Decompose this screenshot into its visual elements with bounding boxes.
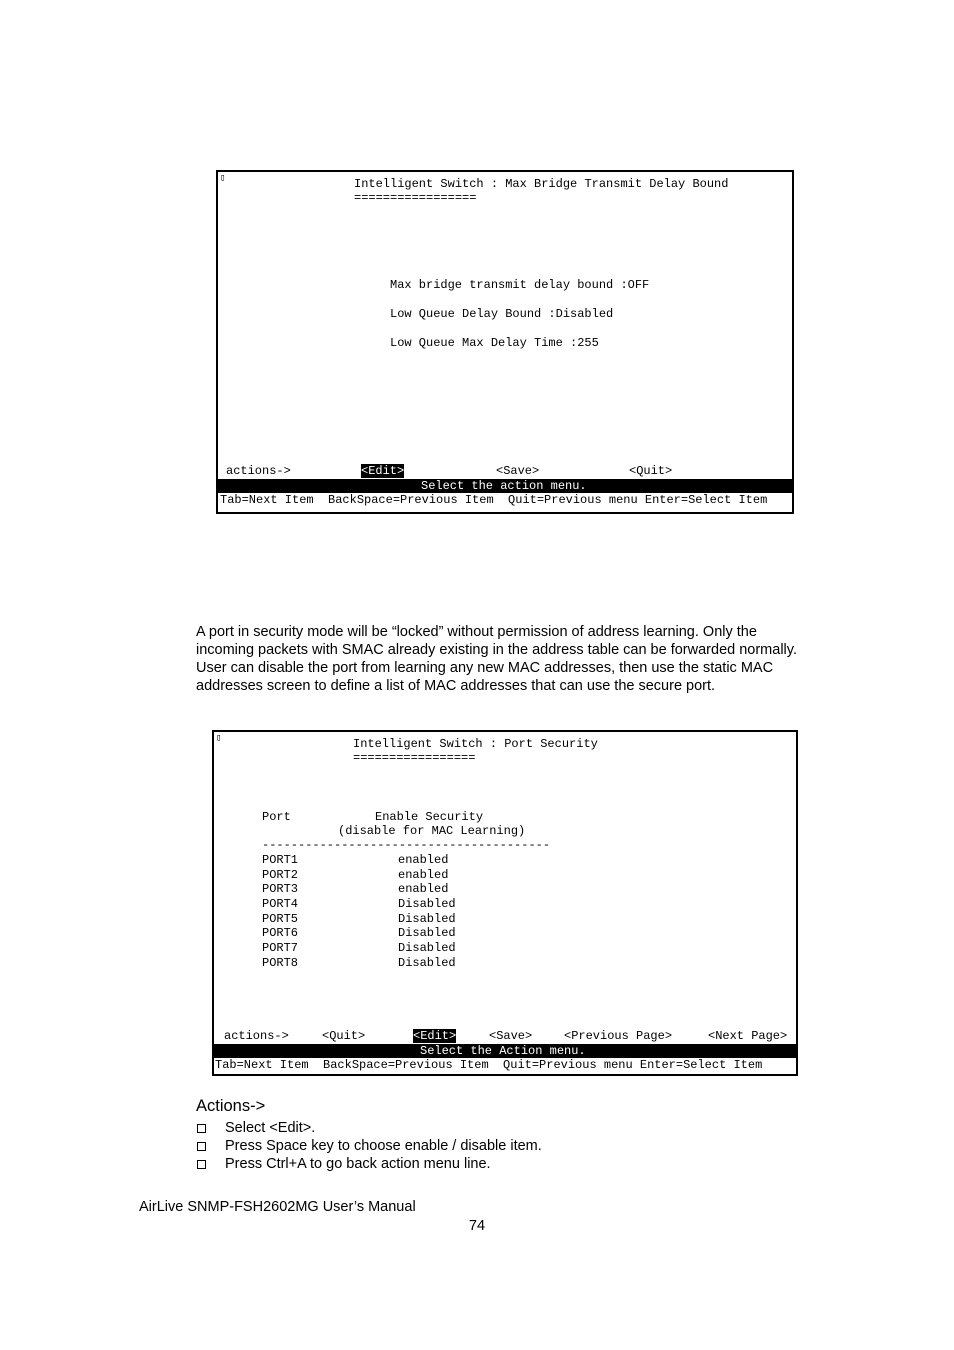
table-row-value[interactable]: enabled [398, 853, 449, 867]
field-max-bridge-delay[interactable]: Max bridge transmit delay bound :OFF [390, 278, 650, 292]
checkbox-bullet-icon [197, 1124, 206, 1133]
checkbox-bullet-icon [197, 1160, 206, 1169]
list-item-text: Press Space key to choose enable / disable item. [225, 1138, 542, 1154]
cursor-marker: ▯ [220, 173, 226, 183]
page-number: 74 [468, 1218, 486, 1234]
help-line: Tab=Next Item BackSpace=Previous Item Quit=Previous menu Enter=Select Item [215, 1058, 763, 1072]
table-row-value[interactable]: enabled [398, 868, 449, 882]
table-divider: ---------------------------------------- [262, 838, 551, 852]
table-row-value[interactable]: Disabled [398, 941, 456, 955]
previous-page-action[interactable]: <Previous Page> [564, 1029, 673, 1043]
table-row-port: PORT3 [262, 882, 299, 896]
title-underline: ================= [354, 191, 477, 205]
manual-footer: AirLive SNMP-FSH2602MG User’s Manual [139, 1199, 416, 1215]
edit-action[interactable]: <Edit> [361, 464, 405, 478]
screen-title: Intelligent Switch : Port Security [353, 737, 598, 751]
save-action[interactable]: <Save> [489, 1029, 533, 1043]
table-row-port: PORT5 [262, 912, 299, 926]
table-row-value[interactable]: enabled [398, 882, 449, 896]
table-row-port: PORT8 [262, 956, 299, 970]
list-item-text: Select <Edit>. [225, 1120, 316, 1136]
terminal-screen-max-bridge [216, 170, 794, 514]
actions-label: actions-> [226, 464, 291, 478]
field-low-queue-max-delay[interactable]: Low Queue Max Delay Time :255 [390, 336, 599, 350]
list-item [196, 1155, 542, 1173]
next-page-action[interactable]: <Next Page> [708, 1029, 788, 1043]
table-row-port: PORT7 [262, 941, 299, 955]
title-underline: ================= [353, 751, 476, 765]
status-text: Select the action menu. [421, 479, 587, 493]
help-line: Tab=Next Item BackSpace=Previous Item Quit=Previous menu Enter=Select Item [220, 493, 768, 507]
status-text: Select the Action menu. [420, 1044, 586, 1058]
column-header-security: Enable Security [375, 810, 484, 824]
port-security-description [196, 623, 816, 695]
list-item-text: Press Ctrl+A to go back action menu line. [225, 1156, 491, 1172]
actions-heading: Actions-> [196, 1097, 266, 1115]
screen-title: Intelligent Switch : Max Bridge Transmit Delay Bound [354, 177, 729, 191]
actions-list [196, 1119, 542, 1173]
field-low-queue-delay-bound[interactable]: Low Queue Delay Bound :Disabled [390, 307, 614, 321]
table-row-port: PORT2 [262, 868, 299, 882]
terminal-screen-port-security [212, 730, 798, 1076]
list-item [196, 1137, 542, 1155]
table-row-port: PORT6 [262, 926, 299, 940]
edit-action[interactable]: <Edit> [413, 1029, 457, 1043]
table-row-port: PORT4 [262, 897, 299, 911]
table-row-value[interactable]: Disabled [398, 897, 456, 911]
column-header-security-sub: (disable for MAC Learning) [338, 824, 526, 838]
cursor-marker: ▯ [216, 733, 222, 743]
table-row-value[interactable]: Disabled [398, 912, 456, 926]
table-row-value[interactable]: Disabled [398, 956, 456, 970]
checkbox-bullet-icon [197, 1142, 206, 1151]
actions-label: actions-> [224, 1029, 289, 1043]
quit-action[interactable]: <Quit> [629, 464, 673, 478]
save-action[interactable]: <Save> [496, 464, 540, 478]
column-header-port: Port [262, 810, 291, 824]
table-row-port: PORT1 [262, 853, 299, 867]
table-row-value[interactable]: Disabled [398, 926, 456, 940]
quit-action[interactable]: <Quit> [322, 1029, 366, 1043]
description-text: A port in security mode will be “locked” without permission of address learning. Only the incoming packets with SMAC already existing in the address table can be forwarded normally. User can disable the port from learning any new MAC addresses, then use the static MAC addresses screen to define a list of MAC addresses that can use the secure port. [196, 624, 797, 694]
list-item [196, 1119, 542, 1137]
